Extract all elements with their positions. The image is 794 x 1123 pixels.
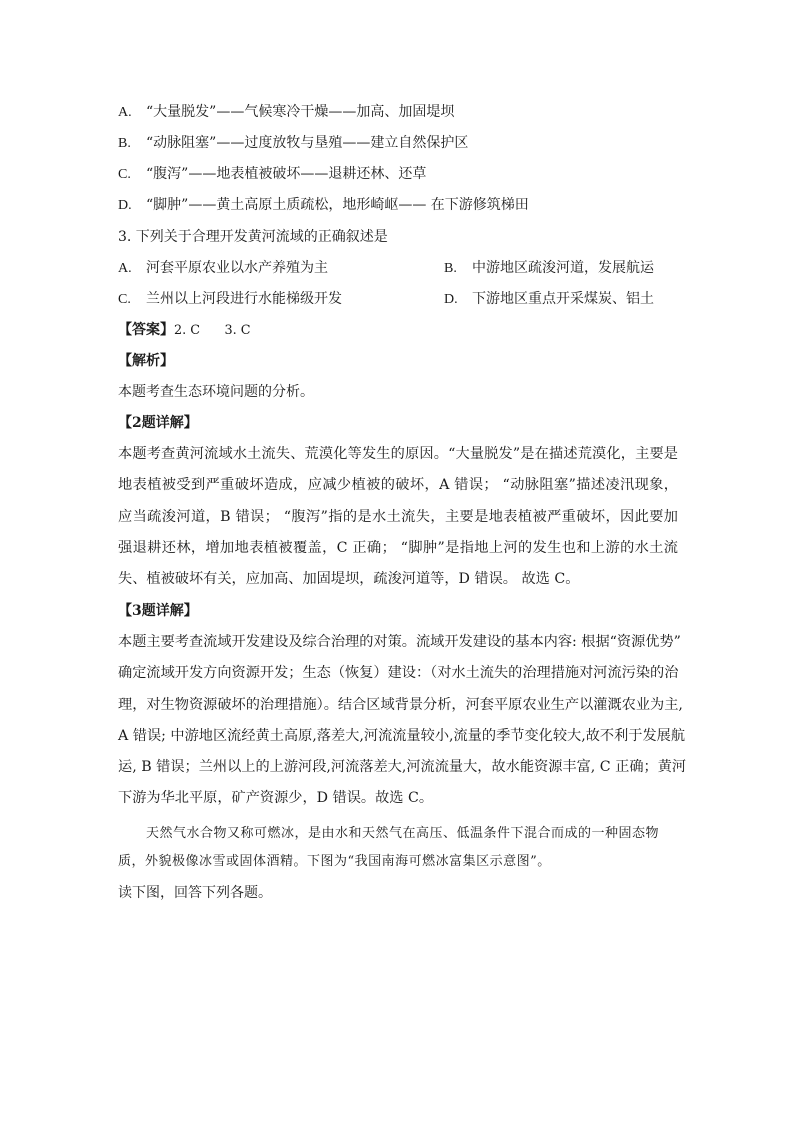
- answer-line: [118, 320, 251, 341]
- paragraph-line: 运, B 错误；兰州以上的上游河段,河流落差大,河流流量大，故水能资源丰富, C 正确；黄河: [118, 759, 687, 776]
- paragraph-line: 下游为华北平原，矿产资源少，D 错误。故选 C。: [118, 790, 434, 807]
- instruction: 读下图，回答下列各题。: [118, 885, 272, 901]
- option-label: D.: [444, 292, 458, 307]
- q3-option-c: [118, 289, 342, 310]
- q3-detail-paragraph: [118, 627, 687, 815]
- paragraph-line: 强退耕还林，增加地表植被覆盖，C 正确； “脚肿”是指地上河的发生也和上游的水土流: [118, 539, 678, 556]
- q3-option-a: [118, 258, 328, 279]
- paragraph-line: 失、植被破坏有关，应加高、加固堤坝，疏浚河道等，D 错误。 故选 C。: [118, 571, 580, 588]
- paragraph-line: 本题主要考查流域开发建设及综合治理的对策。流域开发建设的基本内容: 根据“资源优势”: [118, 634, 681, 650]
- analysis-tag: 【解析】: [118, 353, 174, 369]
- option-text: “腹泻”——地表植被破坏——退耕还林、还草: [146, 166, 427, 182]
- paragraph-line: 应当疏浚河道，B 错误； “腹泻”指的是水土流失，主要是地表植被严重破坏，因此要加: [118, 508, 678, 525]
- option-label: A.: [118, 261, 132, 276]
- intro-paragraph: [118, 820, 678, 876]
- q2-option-b: [118, 133, 468, 154]
- option-text: “动脉阻塞”——过度放牧与垦殖——建立自然保护区: [146, 135, 469, 151]
- intro-line: 天然气水合物又称可燃冰，是由水和天然气在高压、低温条件下混合而成的一种固态物: [146, 826, 660, 841]
- paragraph-line: 理，对生物资源破坏的治理措施）。结合区域背景分析，河套平原农业生产以灌溉农业为主,: [118, 696, 683, 713]
- analysis-summary: 本题考查生态环境问题的分析。: [118, 384, 314, 400]
- answer-value: 2. C 3. C: [174, 323, 251, 338]
- option-label: A.: [118, 105, 132, 120]
- q3-detail-tag: 【3题详解】: [118, 603, 198, 619]
- q3-stem: 3. 下列关于合理开发黄河流域的正确叙述是: [118, 229, 388, 245]
- answer-tag: 【答案】: [118, 322, 174, 338]
- option-text: 中游地区疏浚河道，发展航运: [472, 260, 654, 276]
- option-label: B.: [444, 261, 457, 276]
- q2-detail-paragraph: [118, 439, 678, 595]
- paragraph-line: 地表植被受到严重破坏造成，应减少植被的破坏，A 错误； “动脉阻塞”描述凌汛现象，: [118, 477, 678, 494]
- q2-option-d: [118, 195, 529, 216]
- paragraph-line: A 错误; 中游地区流经黄土高原,落差大,河流流量较小,流量的季节变化较大,故不利于发展航: [118, 727, 686, 744]
- option-text: “脚肿”——黄土高原土质疏松，地形崎岖—— 在下游修筑梯田: [146, 197, 529, 213]
- q3-option-d: [444, 289, 654, 310]
- option-text: “大量脱发”——气候寒冷干燥——加高、加固堤坝: [146, 104, 455, 120]
- paragraph-line: 确定流域开发方向资源开发；生态（恢复）建设：（对水土流失的治理措施对河流污染的治: [118, 665, 679, 682]
- q3-option-b: [444, 258, 654, 279]
- option-text: 兰州以上河段进行水能梯级开发: [146, 291, 342, 307]
- option-label: B.: [118, 136, 131, 151]
- q2-option-c: [118, 164, 426, 185]
- option-label: D.: [118, 198, 132, 213]
- option-text: 河套平原农业以水产养殖为主: [146, 260, 328, 276]
- q2-detail-tag: 【2题详解】: [118, 415, 198, 431]
- q2-option-a: [118, 102, 454, 123]
- option-text: 下游地区重点开采煤炭、铝土: [472, 291, 654, 307]
- intro-line: 质，外貌极像冰雪或固体酒精。下图为“我国南海可燃冰富集区示意图”。: [118, 854, 551, 869]
- paragraph-line: 本题考查黄河流域水土流失、荒漠化等发生的原因。“大量脱发”是在描述荒漠化，主要是: [118, 446, 678, 462]
- option-label: C.: [118, 292, 131, 307]
- option-label: C.: [118, 167, 131, 182]
